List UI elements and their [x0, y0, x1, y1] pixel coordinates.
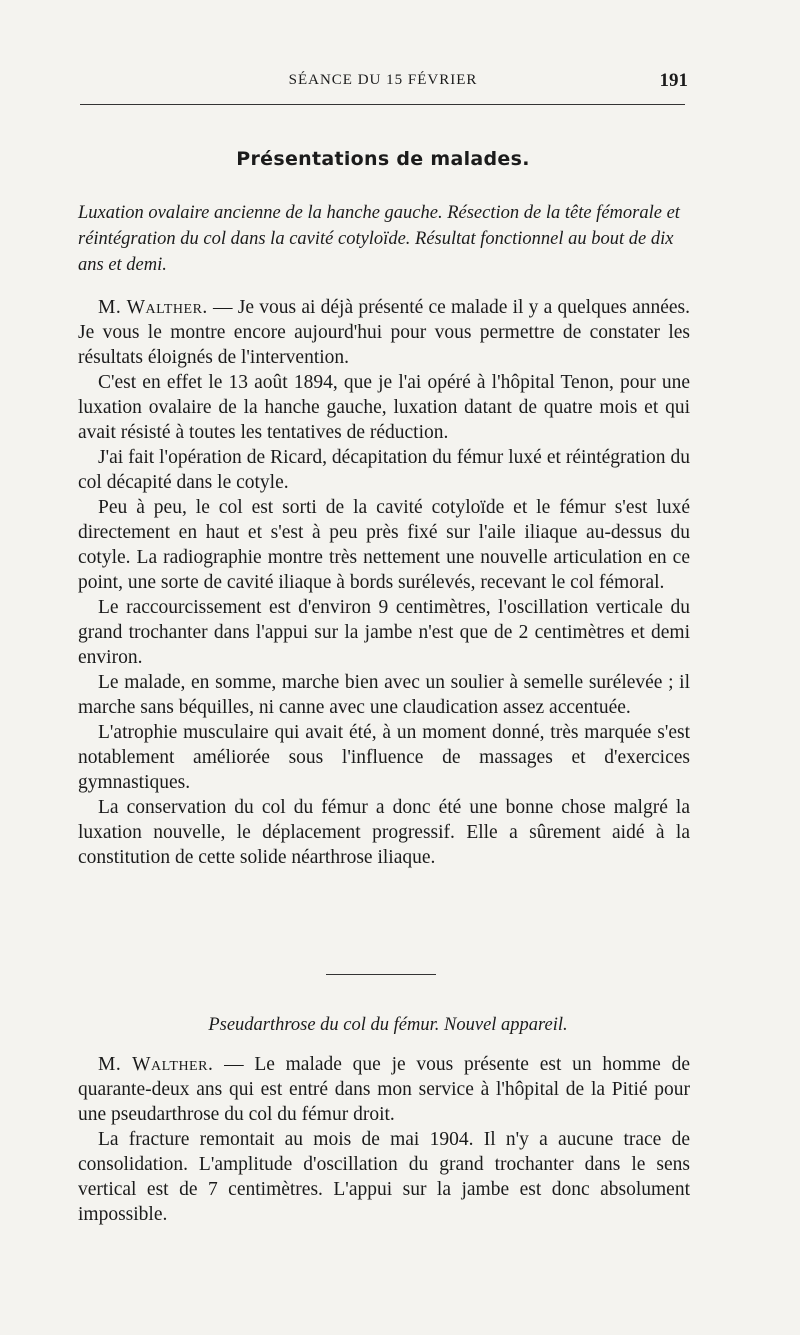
paragraph: La conservation du col du fémur a donc été une bonne chose malgré la luxation nouvelle, le déplacement progressif. Elle a sûrement aidé à la constitution de cette solide néarthrose iliaque. — [78, 797, 690, 868]
paragraph: La fracture remontait au mois de mai 1904. Il n'y a aucune trace de consolidation. L'amplitude d'oscillation du grand trochanter dans le sens vertical est de 7 centimètres. L'appui sur la jambe est donc absolument impossible. — [78, 1129, 690, 1225]
section-title: Présentations de malades. — [236, 148, 530, 170]
paragraph: L'atrophie musculaire qui avait été, à un moment donné, très marquée s'est notablement améliorée sous l'influence de massages et d'exercices gymnastiques. — [78, 722, 690, 793]
case-2-title: Pseudarthrose du col du fémur. Nouvel appareil. — [208, 1015, 568, 1035]
paragraph: Le malade, en somme, marche bien avec un soulier à semelle surélevée ; il marche sans béquilles, ni canne avec une claudication assez accentuée. — [78, 672, 690, 718]
paragraph: C'est en effet le 13 août 1894, que je l'ai opéré à l'hôpital Tenon, pour une luxation ovalaire de la hanche gauche, luxation datant de quatre mois et qui avait résisté à toutes les tentatives de réduction. — [78, 372, 690, 443]
paragraph: J'ai fait l'opération de Ricard, décapitation du fémur luxé et réintégration du col décapité dans le cotyle. — [78, 447, 690, 493]
page-number: 191 — [659, 70, 688, 91]
case-1-title: Luxation ovalaire ancienne de la hanche gauche. Résection de la tête fémorale et réintégration du col dans la cavité cotyloïde. Résultat fonctionnel au bout de dix ans et demi. — [78, 203, 680, 275]
speaker-name: M. Walther. — [98, 1054, 214, 1075]
header-rule — [80, 104, 685, 105]
running-header — [78, 70, 688, 102]
speaker-name: M. Walther. — [98, 297, 208, 318]
case-1-body — [78, 295, 690, 870]
paragraph: M. Walther. — Le malade que je vous présente est un homme de quarante-deux ans qui est entré dans mon service à l'hôpital de la Pitié pour une pseudarthrose du col du fémur droit. — [78, 1054, 690, 1125]
section-separator — [326, 974, 436, 975]
case-2-body — [78, 1052, 690, 1227]
running-title: SÉANCE DU 15 FÉVRIER — [288, 72, 478, 88]
paragraph: Le raccourcissement est d'environ 9 centimètres, l'oscillation verticale du grand trochanter dans l'appui sur la jambe n'est que de 2 centimètres et demi environ. — [78, 597, 690, 668]
paragraph: Peu à peu, le col est sorti de la cavité cotyloïde et le fémur s'est luxé directement en haut et s'est à peu près fixé sur l'aile iliaque au-dessus du cotyle. La radiographie montre très nettement une nouvelle articulation en ce point, une sorte de cavité iliaque à bords surélevés, recevant le col fémoral. — [78, 497, 690, 593]
paragraph: M. Walther. — Je vous ai déjà présenté ce malade il y a quelques années. Je vous le montre encore aujourd'hui pour vous permettre de constater les résultats éloignés de l'intervention. — [78, 297, 690, 368]
